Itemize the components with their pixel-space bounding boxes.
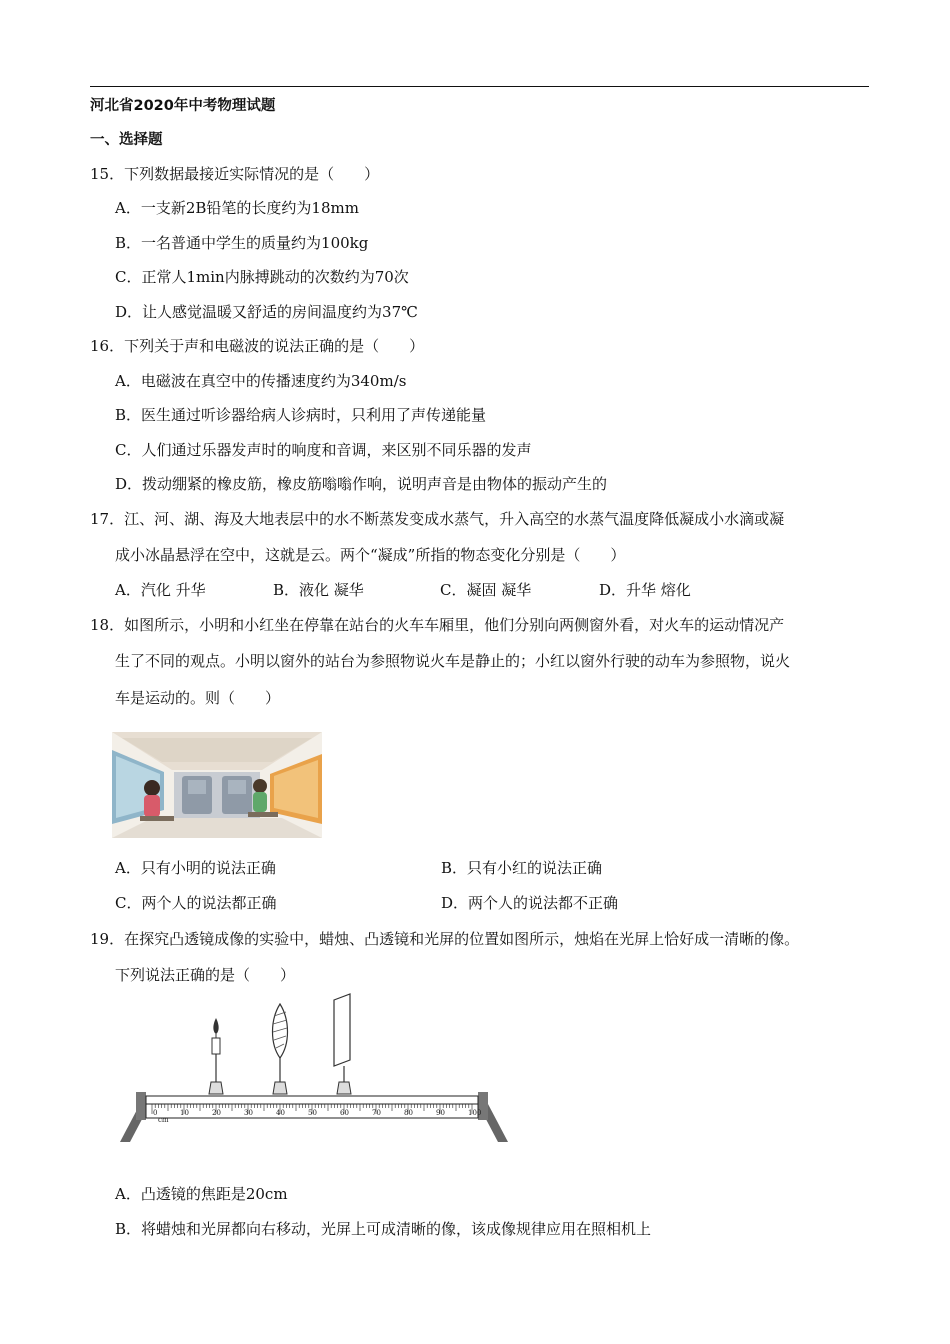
header-rule (90, 86, 869, 87)
question-15-option-a: A．一支新2B铅笔的长度约为18mm (115, 199, 359, 217)
question-16-option-c: C．人们通过乐器发声时的响度和音调，来区别不同乐器的发声 (115, 441, 532, 459)
bench-tick-label: 30 (244, 1109, 253, 1117)
screen-holder (337, 1082, 351, 1094)
section-heading: 一、选择题 (90, 132, 163, 148)
bench-tick-label: 0 (153, 1109, 158, 1117)
light-screen (334, 994, 351, 1094)
question-17-option-b: B．液化 凝华 (273, 581, 364, 599)
question-19-option-b: B．将蜡烛和光屏都向右移动，光屏上可成清晰的像，该成像规律应用在照相机上 (115, 1220, 652, 1238)
candle-body (212, 1038, 220, 1054)
question-18-option-a: A．只有小明的说法正确 (115, 859, 276, 877)
question-18-option-b: B．只有小红的说法正确 (441, 859, 603, 877)
question-18-option-d: D．两个人的说法都不正确 (441, 894, 619, 912)
candle-holder (209, 1082, 223, 1094)
question-18-stem-cont-2: 车是运动的。则（ ） (115, 689, 281, 707)
question-17-stem-cont: 成小冰晶悬浮在空中，这就是云。两个“凝成”所指的物态变化分别是（ ） (115, 546, 626, 564)
bench-left-post (136, 1092, 146, 1120)
exam-title: 河北省2020年中考物理试题 (90, 98, 276, 114)
bench-tick-label: 50 (308, 1109, 317, 1117)
question-16-option-a: A．电磁波在真空中的传播速度约为340m/s (115, 372, 407, 390)
question-18-options-row-1 (0, 858, 950, 878)
candle (209, 1018, 223, 1094)
bench-tick-label: 10 (180, 1109, 189, 1117)
question-17-options (0, 580, 950, 600)
question-15-option-b: B．一名普通中学生的质量约为100kg (115, 234, 369, 252)
question-18-options-row-2 (0, 893, 950, 913)
question-18-option-c: C．两个人的说法都正确 (115, 894, 277, 912)
question-16-option-d: D．拨动绷紧的橡皮筋，橡皮筋嗡嗡作响，说明声音是由物体的振动产生的 (115, 475, 608, 493)
convex-lens (273, 1004, 288, 1094)
question-18-stem-cont-1: 生了不同的观点。小明以窗外的站台为参照物说火车是静止的；小红以窗外行驶的动车为参照物，说火 (115, 652, 791, 670)
bench-tick-label: 80 (404, 1109, 413, 1117)
bench-tick-label: 20 (212, 1109, 221, 1117)
bench-tick-label: 100 (468, 1109, 482, 1117)
question-17-option-a: A．汽化 升华 (115, 581, 206, 599)
bench-unit-label: cm (158, 1116, 169, 1124)
question-16-stem: 16．下列关于声和电磁波的说法正确的是（ ） (90, 337, 425, 355)
question-15-option-d: D．让人感觉温暖又舒适的房间温度约为37℃ (115, 303, 418, 321)
optical-bench-figure (118, 992, 510, 1144)
bench-tick-label: 60 (340, 1109, 349, 1117)
question-17-stem: 17．江、河、湖、海及大地表层中的水不断蒸发变成水蒸气，升入高空的水蒸气温度降低凝成小水滴或凝 (90, 510, 785, 528)
question-18-stem: 18．如图所示，小明和小红坐在停靠在站台的火车车厢里，他们分别向两侧窗外看，对火车的运动情况产 (90, 616, 785, 634)
train-carriage-figure (112, 732, 322, 838)
question-19-option-a: A．凸透镜的焦距是20cm (115, 1185, 288, 1203)
question-15-option-c: C．正常人1min内脉搏跳动的次数约为70次 (115, 268, 409, 286)
lens-holder (273, 1082, 287, 1094)
question-17-option-c: C．凝固 凝华 (440, 581, 532, 599)
bench-tick-label: 90 (436, 1109, 445, 1117)
candle-flame (213, 1018, 218, 1034)
question-19-stem-cont: 下列说法正确的是（ ） (115, 966, 296, 984)
bench-tick-label: 70 (372, 1109, 381, 1117)
bench-tick-label: 40 (276, 1109, 285, 1117)
question-15-stem: 15．下列数据最接近实际情况的是（ ） (90, 165, 380, 183)
question-17-option-d: D．升华 熔化 (599, 581, 691, 599)
question-16-option-b: B．医生通过听诊器给病人诊病时，只利用了声传递能量 (115, 406, 487, 424)
question-19-stem: 19．在探究凸透镜成像的实验中，蜡烛、凸透镜和光屏的位置如图所示，烛焰在光屏上恰好成一清晰的像。 (90, 930, 800, 948)
